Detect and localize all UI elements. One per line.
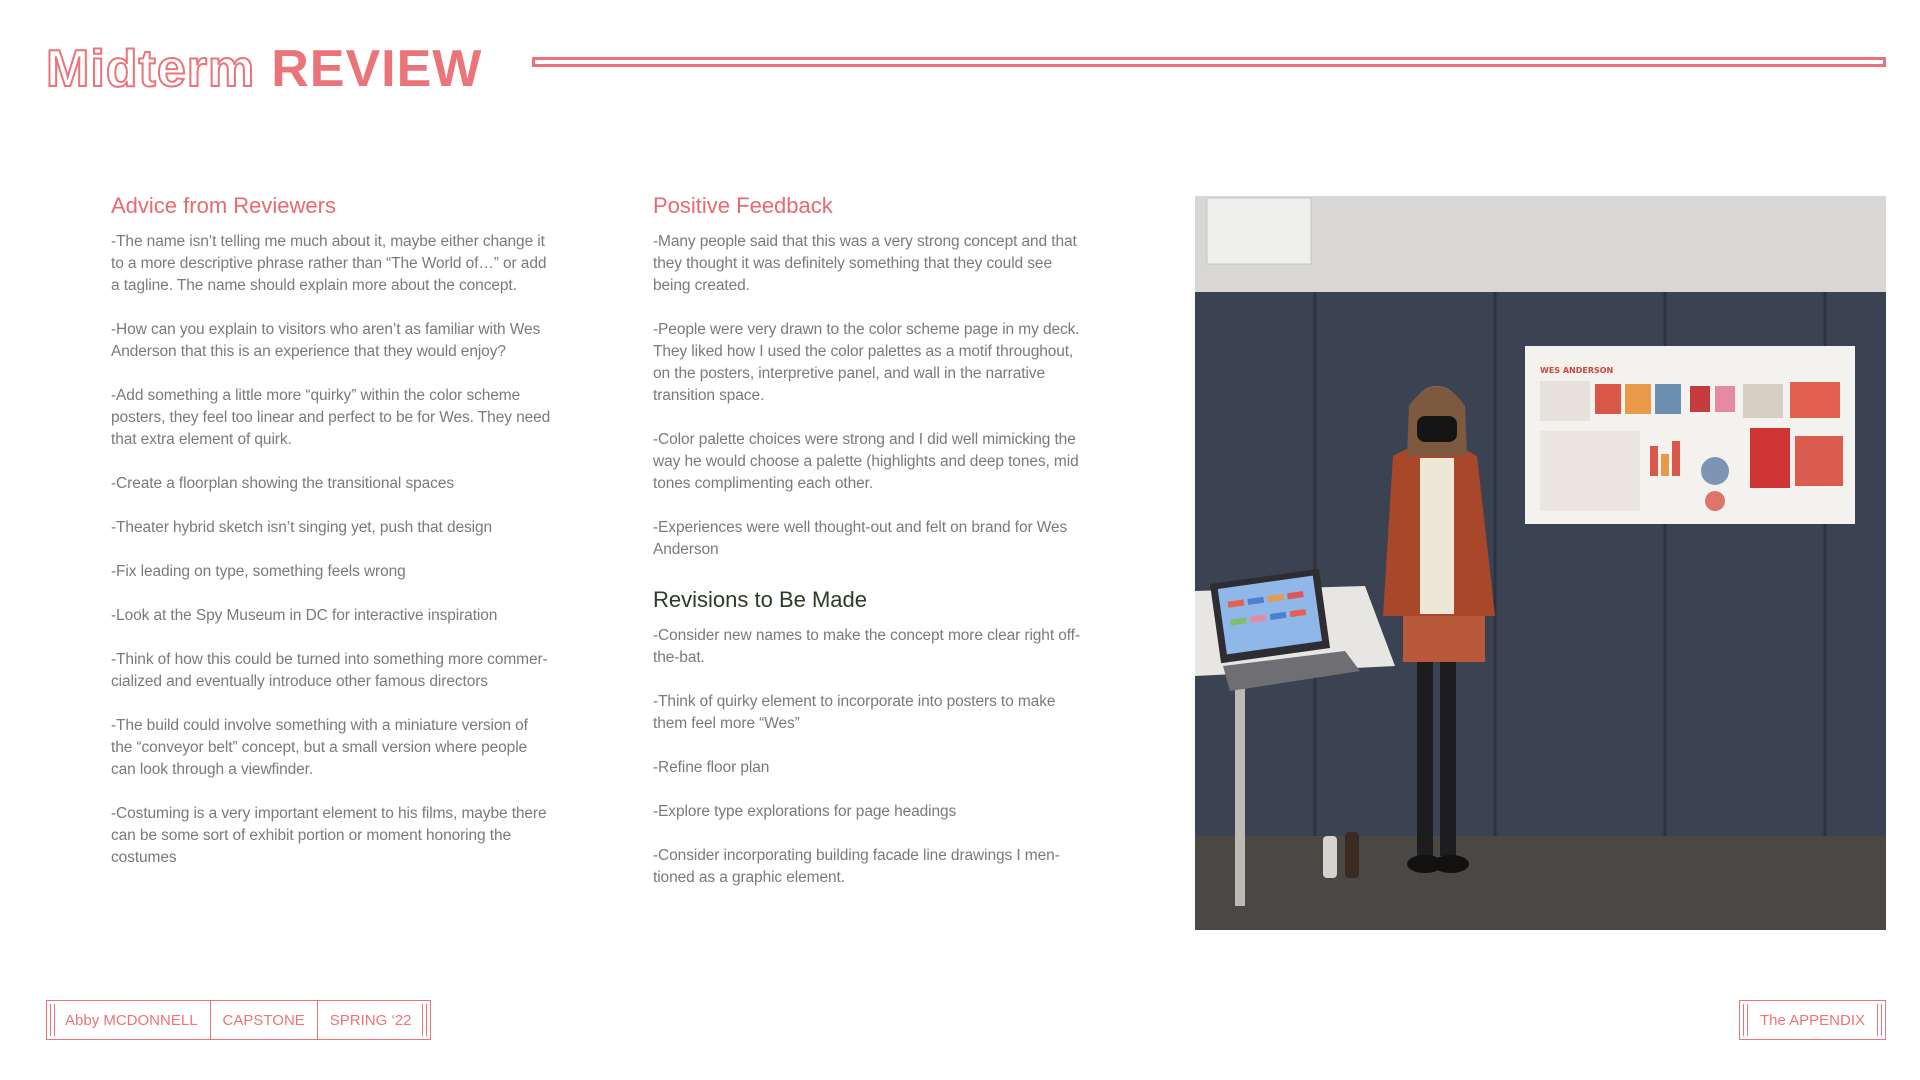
footer-author: Abby MCDONNELL	[53, 1001, 211, 1039]
advice-item: -Costuming is a very important element to his films, maybe there can be some sort of exhibit portion or moment honoring the costumes	[111, 805, 547, 866]
advice-list	[111, 231, 551, 869]
advice-item: -Theater hybrid sketch isn’t singing yet, push that design	[111, 519, 493, 536]
page-title-outline: Midterm	[46, 40, 256, 98]
revision-item: -Explore type explorations for page headings	[653, 803, 957, 820]
advice-item: -How can you explain to visitors who aren’t as familiar with Wes Anderson that this is an experience that they would enjoy?	[111, 321, 541, 360]
revision-item: -Consider new names to make the concept more clear right off-the-bat.	[653, 627, 1080, 666]
positive-list	[653, 231, 1093, 561]
header-rule	[532, 57, 1886, 67]
footer-section: The APPENDIX	[1739, 1000, 1886, 1040]
advice-item: -The name isn’t telling me much about it, maybe either change it to a more descriptive phrase rather than “The World of…” or add a tagline. The name should explain more about the concept.	[111, 233, 547, 294]
advice-section	[111, 193, 551, 891]
footer-term: SPRING ‘22	[329, 1011, 412, 1029]
advice-heading: Advice from Reviewers	[111, 193, 336, 218]
revisions-list	[653, 625, 1093, 889]
positive-heading: Positive Feedback	[653, 193, 833, 218]
poster	[1525, 346, 1855, 524]
advice-item: -Think of how this could be turned into something more commer-cialized and eventually introduce other famous directors	[111, 651, 548, 690]
advice-item: -Add something a little more “quirky” within the color scheme posters, they feel too linear and perfect to be for Wes. They need that extra element of quirk.	[111, 387, 551, 448]
revision-item: -Consider incorporating building facade line drawings I men-tioned as a graphic element.	[653, 847, 1060, 886]
positive-item: -Color palette choices were strong and I did well mimicking the way he would choose a palette (highlights and deep tones, mid tones complimenting each other.	[653, 431, 1079, 492]
positive-item: -Experiences were well thought-out and felt on brand for Wes Anderson	[653, 519, 1068, 558]
advice-item: -Fix leading on type, something feels wrong	[111, 563, 406, 580]
footer-credits	[46, 1000, 431, 1040]
presentation-photo	[1195, 196, 1886, 930]
poster-title: WES ANDERSON	[1540, 366, 1614, 375]
revision-item: -Refine floor plan	[653, 759, 770, 776]
page-header	[46, 34, 482, 104]
advice-item: -The build could involve something with a miniature version of the “conveyor belt” concept, but a small version where people can look through a viewfinder.	[111, 717, 528, 778]
advice-item: -Look at the Spy Museum in DC for interactive inspiration	[111, 607, 498, 624]
photo-illustration	[1195, 196, 1886, 930]
revisions-heading: Revisions to Be Made	[653, 587, 867, 612]
revision-item: -Think of quirky element to incorporate into posters to make them feel more “Wes”	[653, 693, 1056, 732]
footer-course: CAPSTONE	[211, 1001, 318, 1039]
page-title-solid: REVIEW	[271, 40, 483, 98]
advice-item: -Create a floorplan showing the transitional spaces	[111, 475, 454, 492]
positive-item: -People were very drawn to the color scheme page in my deck. They liked how I used the color palettes as a motif throughout, on the posters, interpretive panel, and wall in the narrative transition space.	[653, 321, 1080, 404]
positive-item: -Many people said that this was a very strong concept and that they thought it was definitely something that they could see being created.	[653, 233, 1077, 294]
feedback-section	[653, 193, 1093, 911]
